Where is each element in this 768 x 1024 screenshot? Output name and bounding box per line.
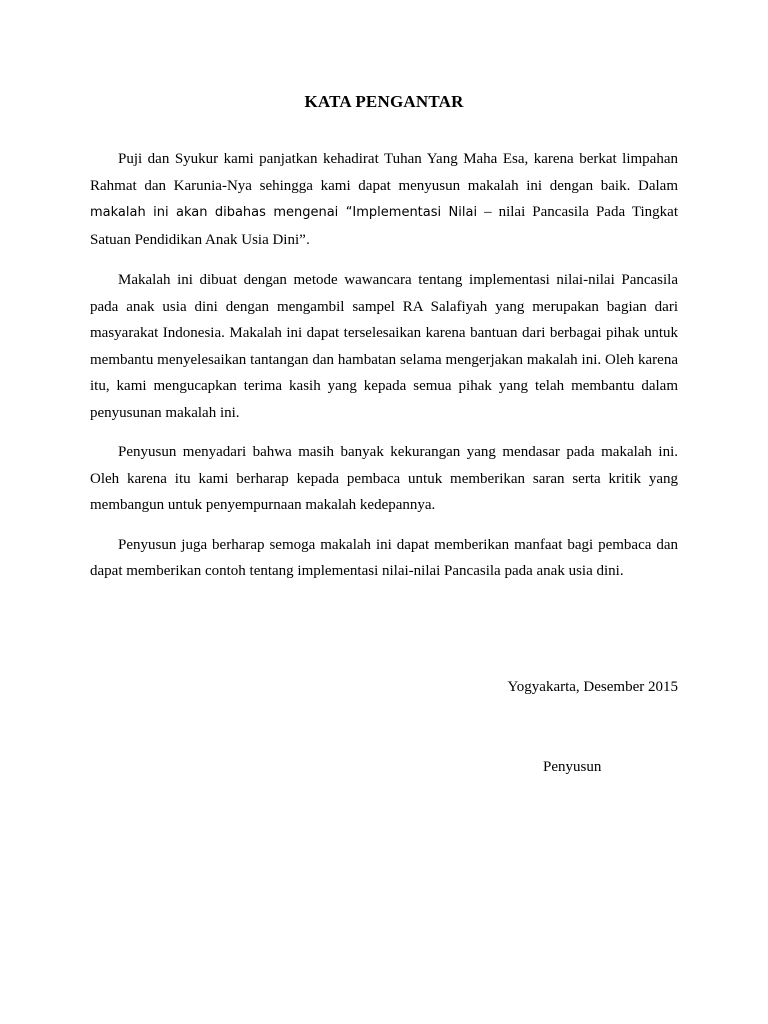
- paragraph-3: Penyusun menyadari bahwa masih banyak kekurangan yang mendasar pada makalah ini. Oleh karena itu kami berharap kepada pembaca untuk memberikan saran serta kritik yang membangun untuk penyempurnaan makalah kedepannya.: [90, 444, 678, 513]
- paragraph-1: [90, 146, 678, 254]
- paragraph-4: Penyusun juga berharap semoga makalah ini dapat memberikan manfaat bagi pembaca dan dapat memberikan contoh tentang implementasi nilai-nilai Pancasila pada anak usia dini.: [90, 536, 678, 579]
- place-and-date: Yogyakarta, Desember 2015: [507, 679, 678, 695]
- paragraph-1-text-a: Puji dan Syukur kami panjatkan kehadirat Tuhan Yang Maha Esa, karena berkat limpahan Rahmat dan Karunia-Nya sehingga kami dapat menyusun makalah ini dengan baik. Dalam: [90, 151, 678, 194]
- paragraph-1-text-d: .: [305, 232, 310, 248]
- paragraph-2: Makalah ini dibuat dengan metode wawancara tentang implementasi nilai-nilai Pancasila pada anak usia dini dengan mengambil sampel RA Salafiyah yang merupakan bagian dari masyarakat Indonesia. Makalah ini dapat terselesaikan karena bantuan dari berbagai pihak untuk membantu menyelesaikan tantangan dan hambatan selama mengerjakan makalah ini. Oleh karena itu, kami mengucapkan terima kasih yang kepada semua pihak yang telah membantu dalam penyusunan makalah ini.: [90, 272, 678, 421]
- author-signature-label: Penyusun: [543, 759, 602, 775]
- document-body: [90, 146, 678, 598]
- page-title: KATA PENGANTAR: [304, 92, 464, 111]
- paragraph-1-text-c: – nilai Pancasila Pada Tingkat Satuan Pendidikan Anak Usia Dini”: [90, 204, 678, 248]
- paragraph-1-text-b: makalah ini akan dibahas mengenai “Implementasi Nilai: [90, 205, 478, 220]
